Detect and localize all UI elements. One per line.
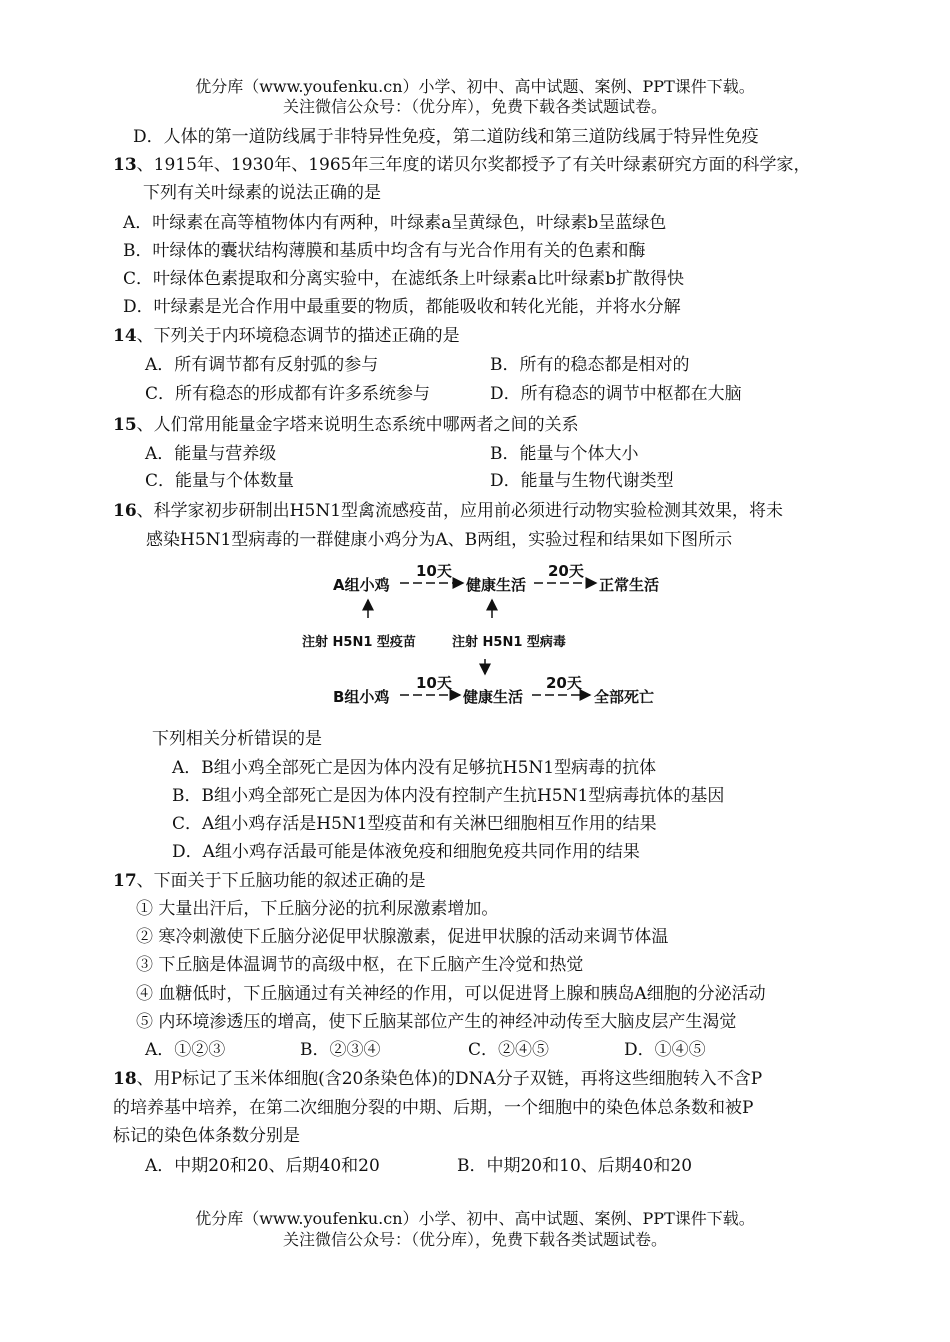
q16-option-b: B．B组小鸡全部死亡是因为体内没有控制产生抗H5N1型病毒抗体的基因 <box>172 786 725 806</box>
footer-line-1: 优分库（www.youfenku.cn）小学、初中、高中试题、案例、PPT课件下载。 <box>195 1209 755 1228</box>
q13-stem-cont: 下列有关叶绿素的说法正确的是 <box>143 183 381 203</box>
inject-virus-label: 注射 H5N1 型病毒 <box>452 635 566 650</box>
all-dead-label: 全部死亡 <box>594 688 655 706</box>
q16-option-d: D．A组小鸡存活最可能是体液免疫和细胞免疫共同作用的结果 <box>172 842 640 862</box>
q17-stem <box>113 870 426 892</box>
q17-option-b: B．②③④ <box>300 1040 381 1060</box>
q15-option-b: B．能量与个体大小 <box>490 444 639 464</box>
header-line-2: 关注微信公众号：（优分库），免费下载各类试题试卷。 <box>282 97 667 116</box>
q17-statement-3: ③ 下丘脑是体温调节的高级中枢，在下丘脑产生冷觉和热觉 <box>136 955 584 975</box>
q17-statement-4: ④ 血糖低时，下丘脑通过有关神经的作用，可以促进肾上腺和胰岛A细胞的分泌活动 <box>136 984 766 1004</box>
q13-number: 13 <box>113 155 137 175</box>
footer-line-2: 关注微信公众号：（优分库），免费下载各类试题试卷。 <box>282 1230 667 1249</box>
group-b-label: B组小鸡 <box>333 688 390 706</box>
b-20-days-label: 20天 <box>546 674 582 692</box>
a-10-days-label: 10天 <box>416 562 452 580</box>
q16-number: 16 <box>113 501 137 521</box>
experiment-diagram <box>300 560 720 720</box>
q15-option-a: A．能量与营养级 <box>145 444 277 464</box>
q14-stem <box>113 325 460 347</box>
q17-option-d: D．①④⑤ <box>624 1040 706 1060</box>
q14-option-b: B．所有的稳态都是相对的 <box>490 355 690 375</box>
q15-option-d: D．能量与生物代谢类型 <box>490 471 674 491</box>
q13-option-b: B．叶绿体的囊状结构薄膜和基质中均含有与光合作用有关的色素和酶 <box>123 241 646 261</box>
a-healthy-label: 健康生活 <box>466 576 527 594</box>
q15-stem <box>113 414 579 436</box>
q18-number: 18 <box>113 1069 137 1089</box>
q14-option-c: C．所有稳态的形成都有许多系统参与 <box>145 384 431 404</box>
q16-option-a: A．B组小鸡全部死亡是因为体内没有足够抗H5N1型病毒的抗体 <box>172 758 657 778</box>
q13-option-a: A．叶绿素在高等植物体内有两种，叶绿素a呈黄绿色，叶绿素b呈蓝绿色 <box>123 213 667 233</box>
q18-option-b: B．中期20和10、后期40和20 <box>457 1156 693 1176</box>
q14-stem-text: 、下列关于内环境稳态调节的描述正确的是 <box>136 326 460 346</box>
q16-option-c: C．A组小鸡存活是H5N1型疫苗和有关淋巴细胞相互作用的结果 <box>172 814 657 834</box>
q13-stem <box>113 154 810 176</box>
q15-stem-text: 、人们常用能量金字塔来说明生态系统中哪两者之间的关系 <box>136 415 579 435</box>
b-10-days-label: 10天 <box>416 674 452 692</box>
q13-stem-text: 、1915年、1930年、1965年三年度的诺贝尔奖都授予了有关叶绿素研究方面的科学家， <box>136 155 811 175</box>
q14-option-a: A．所有调节都有反射弧的参与 <box>145 355 379 375</box>
q17-statement-1: ① 大量出汗后，下丘脑分泌的抗利尿激素增加。 <box>136 899 499 919</box>
q17-statement-2: ② 寒冷刺激使下丘脑分泌促甲状腺激素，促进甲状腺的活动来调节体温 <box>136 927 669 947</box>
q16-sub-stem: 下列相关分析错误的是 <box>152 729 322 749</box>
q18-stem <box>113 1068 762 1090</box>
q16-stem-text: 、科学家初步研制出H5N1型禽流感疫苗，应用前必须进行动物实验检测其效果，将未 <box>136 501 784 521</box>
q18-stem-text: 、用P标记了玉米体细胞(含20条染色体)的DNA分子双链，再将这些细胞转入不含P <box>136 1069 763 1089</box>
q17-option-c: C．②④⑤ <box>468 1040 550 1060</box>
q15-option-c: C．能量与个体数量 <box>145 471 295 491</box>
q12-option-d: D．人体的第一道防线属于非特异性免疫，第二道防线和第三道防线属于特异性免疫 <box>133 127 759 147</box>
inject-vaccine-label: 注射 H5N1 型疫苗 <box>302 635 416 650</box>
q17-stem-text: 、下面关于下丘脑功能的叙述正确的是 <box>136 871 426 891</box>
q13-option-c: C．叶绿体色素提取和分离实验中，在滤纸条上叶绿素a比叶绿素b扩散得快 <box>123 269 685 289</box>
q14-number: 14 <box>113 326 137 346</box>
q14-option-d: D．所有稳态的调节中枢都在大脑 <box>490 384 742 404</box>
q17-option-a: A．①②③ <box>145 1040 226 1060</box>
q13-option-d: D．叶绿素是光合作用中最重要的物质，都能吸收和转化光能，并将水分解 <box>123 297 681 317</box>
header-line-1: 优分库（www.youfenku.cn）小学、初中、高中试题、案例、PPT课件下载。 <box>195 77 755 96</box>
q18-option-a: A．中期20和20、后期40和20 <box>145 1156 380 1176</box>
q18-stem-cont-1: 的培养基中培养，在第二次细胞分裂的中期、后期，一个细胞中的染色体总条数和被P <box>113 1098 754 1118</box>
q17-number: 17 <box>113 871 137 891</box>
q15-number: 15 <box>113 415 137 435</box>
a-20-days-label: 20天 <box>548 562 584 580</box>
q18-stem-cont-2: 标记的染色体条数分别是 <box>113 1126 300 1146</box>
q16-stem-cont: 感染H5N1型病毒的一群健康小鸡分为A、B两组，实验过程和结果如下图所示 <box>146 530 733 550</box>
group-a-label: A组小鸡 <box>333 576 390 594</box>
q16-stem <box>113 500 783 522</box>
q17-statement-5: ⑤ 内环境渗透压的增高，使下丘脑某部位产生的神经冲动传至大脑皮层产生渴觉 <box>136 1012 737 1032</box>
normal-life-label: 正常生活 <box>599 576 660 594</box>
b-healthy-label: 健康生活 <box>463 688 524 706</box>
